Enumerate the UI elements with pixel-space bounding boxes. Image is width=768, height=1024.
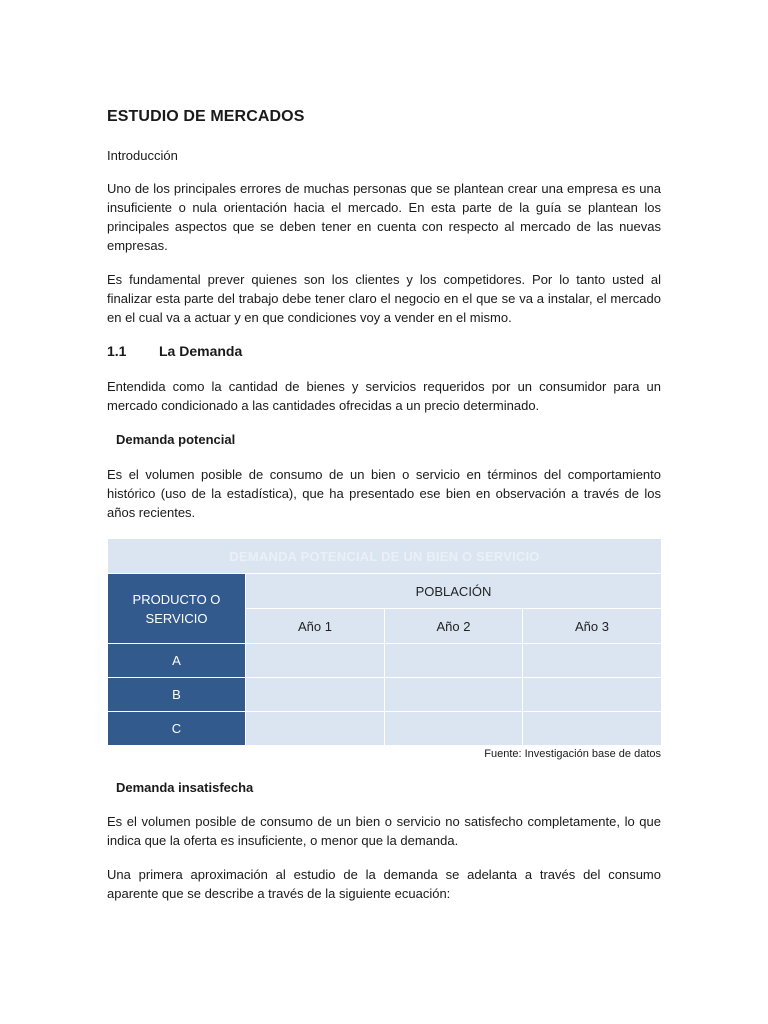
product-header-label: PRODUCTO O SERVICIO <box>132 591 221 626</box>
table-source-note: Fuente: Investigación base de datos <box>484 748 661 760</box>
potential-demand-table <box>107 538 662 746</box>
row-label-cell: A <box>108 644 246 678</box>
empty-data-cell <box>385 712 523 746</box>
empty-data-cell <box>385 678 523 712</box>
paragraph-demand-definition: Entendida como la cantidad de bienes y servicios requeridos por un consumidor para un mercado condicionado a las cantidades ofrecidas a un precio determinado. <box>107 379 661 413</box>
intro-label: Introducción <box>107 148 178 163</box>
paragraph-potential-demand: Es el volumen posible de consumo de un bien o servicio en términos del comportamiento histórico (uso de la estadística), que ha presentado ese bien en observación a través de los años recientes. <box>107 467 661 520</box>
row-label-cell: B <box>108 678 246 712</box>
year-header-cell: Año 2 <box>385 609 523 644</box>
product-header-cell <box>108 574 246 644</box>
population-header-cell: POBLACIÓN <box>246 574 662 609</box>
year-header-cell: Año 3 <box>523 609 662 644</box>
empty-data-cell <box>523 712 662 746</box>
paragraph-apparent-consumption: Una primera aproximación al estudio de la demanda se adelanta a través del consumo aparente que se describe a través de la siguiente ecuación: <box>107 867 661 901</box>
section-title: La Demanda <box>159 343 243 359</box>
section-number: 1.1 <box>107 343 127 359</box>
document-title: ESTUDIO DE MERCADOS <box>107 108 305 125</box>
subheading-unsatisfied-demand: Demanda insatisfecha <box>116 780 254 795</box>
row-label-cell: C <box>108 712 246 746</box>
paragraph-unsatisfied-demand: Es el volumen posible de consumo de un bien o servicio no satisfecho completamente, lo que indica que la oferta es insuficiente, o menor que la demanda. <box>107 814 661 848</box>
empty-data-cell <box>246 644 385 678</box>
subheading-potential-demand: Demanda potencial <box>116 432 236 447</box>
empty-data-cell <box>523 644 662 678</box>
empty-data-cell <box>523 678 662 712</box>
paragraph-errors: Uno de los principales errores de muchas personas que se plantean crear una empresa es una insuficiente o nula orientación hacia el mercado. En esta parte de la guía se plantean los principales aspectos que se deben tener en cuenta con respecto al mercado de las nuevas empresas. <box>107 181 661 253</box>
paragraph-clients: Es fundamental prever quienes son los clientes y los competidores. Por lo tanto usted al finalizar esta parte del trabajo debe tener claro el negocio en el que se va a instalar, el mercado en el cual va a actuar y en que condiciones voy a vender en el mismo. <box>107 272 661 325</box>
year-header-cell: Año 1 <box>246 609 385 644</box>
table-title: DEMANDA POTENCIAL DE UN BIEN O SERVICIO <box>108 539 662 574</box>
empty-data-cell <box>385 644 523 678</box>
empty-data-cell <box>246 678 385 712</box>
section-heading <box>107 343 242 359</box>
empty-data-cell <box>246 712 385 746</box>
